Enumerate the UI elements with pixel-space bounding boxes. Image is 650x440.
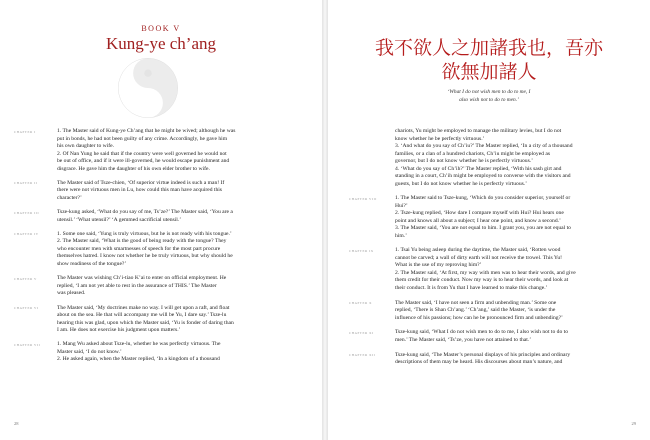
text-line: there were not virtuous men in Lu, how could this man have acquired this: [57, 187, 222, 194]
chapter-text: [395, 300, 625, 323]
text-line: 1. The Master said of Kung-ye Ch’ang that he might be wived; although he was: [57, 128, 236, 134]
chinese-line: 我不欲人之加諸我也，吾亦: [374, 37, 603, 59]
chapter-text: [57, 209, 287, 224]
text-line: standing in a court, Ch’ih might be employed to converse with the visitors and: [395, 173, 571, 179]
text-line: know whether he be perfectly virtuous.’: [395, 135, 485, 142]
text-line: 4. ‘What do you say of Ch’ih?’ The Master replied, ‘With his sash girt and: [395, 165, 562, 172]
epigraph: [328, 88, 650, 104]
chapter-text: [395, 329, 625, 344]
chapter-label: CHAPTER IX: [349, 248, 374, 253]
chapter-label: CHAPTER V: [14, 276, 37, 281]
chapter-text: [57, 231, 287, 269]
epigraph-line: also wish not to do to men.’: [459, 97, 519, 103]
chapter-label: CHAPTER VII: [14, 342, 41, 347]
chapter-label: CHAPTER VI: [14, 306, 39, 310]
text-line: 1. Tsai Yu being asleep during the daytime, the Master said, ‘Rotten wood: [395, 247, 561, 254]
yin-yang-icon: [117, 57, 179, 119]
chapter-label: CHAPTER VIII: [349, 196, 377, 201]
text-line: guests, but I do not know whether he is perfectly virtuous.’: [395, 180, 528, 187]
text-line: The Master said of Tsze-chien, ‘Of superior virtue indeed is such a man! If: [57, 179, 225, 186]
chapter-text: [57, 180, 287, 203]
text-line: his own daughter to wife.: [57, 143, 115, 149]
text-line: him.’: [395, 232, 407, 239]
chapter-text: [395, 247, 625, 292]
text-line: 1. Mang Wu asked about Tsze-lu, whether he was perfectly virtuous. The: [57, 341, 221, 348]
text-line: descriptions of them may be heard. His discourses about man’s nature, and: [395, 359, 563, 365]
text-line: Tsze-kung asked, ‘What do you say of me, Ts’ze?’ The Master said, ‘You are a: [57, 209, 233, 216]
chapter-text: [395, 128, 625, 188]
chapter-label: CHAPTER XI: [349, 330, 374, 335]
text-line: 2. Of Nan Yung he said that if the country were well governed he would not: [57, 150, 227, 157]
text-line: about on the sea. He that will accompany me will be Yu, I dare say.’ Tsze-lu: [57, 312, 227, 318]
text-line: 1. Some one said, ‘Yung is truly virtuous, but he is not ready with his tongue.’: [57, 230, 232, 237]
text-line: themselves hatred. I know not whether he be truly virtuous, but why should he: [57, 253, 233, 260]
text-line: was pleased.: [57, 290, 86, 297]
page-number: 28: [14, 421, 19, 426]
text-line: disgrace. He gave him the daughter of his own elder brother to wife.: [57, 165, 210, 172]
text-line: What is the use of my reproving him?’: [395, 262, 482, 269]
text-line: cannot be carved; a wall of dirty earth will not receive the trowel. This Yu!: [395, 254, 562, 261]
chapter-text: [57, 275, 287, 298]
text-line: 2. The Master said, ‘What is the good of being ready with the tongue? They: [57, 238, 227, 245]
chapter-label: CHAPTER IV: [14, 232, 39, 237]
text-line: chariots, Yu might be employed to manage the military levies, but I do not: [395, 128, 562, 134]
text-line: The Master was wishing Ch’i-tiao K’ai to enter on official employment. He: [57, 275, 227, 282]
text-line: families, or a clan of a hundred chariots, Ch’iu might be employed as: [395, 150, 551, 157]
text-line: Master said, ‘I do not know.’: [57, 348, 122, 355]
chapter-text: [57, 305, 287, 335]
text-line: be out of office, and if it were ill-governed, he would escape punishment and: [57, 158, 230, 164]
chinese-line: 欲無加諸人: [441, 61, 537, 83]
right-page: [328, 0, 650, 440]
text-line: The Master said, ‘I have not seen a firm and unbending man.’ Some one: [395, 299, 557, 306]
chapter-text: [395, 352, 625, 367]
epigraph-line: ‘What I do not wish men to do to me, I: [447, 89, 531, 95]
text-line: put in bonds, he had not been guilty of any crime. Accordingly, he gave him: [57, 135, 228, 142]
text-line: character?’: [57, 194, 82, 201]
chapter-label: CHAPTER XII: [349, 353, 376, 357]
text-line: utensil.’ ‘What utensil?’ ‘A gemmed sacrificial utensil.’: [57, 216, 182, 223]
text-line: 3. ‘And what do you say of Ch’iu?’ The Master replied, ‘In a city of a thousand: [395, 143, 573, 149]
text-line: hearing this was glad, upon which the Master said, ‘Yu is fonder of daring than: [57, 319, 234, 326]
text-line: show readiness of the tongue?’: [57, 260, 127, 267]
text-line: point and knows all about a subject; I hear one point, and know a second.’: [395, 217, 561, 224]
text-line: Tsze-kung said, ‘What I do not wish men to do to me, I also wish not to do to: [395, 329, 568, 336]
text-line: 2. Tsze-kung replied, ‘How dare I compare myself with Hui? Hui hears one: [395, 210, 564, 217]
text-line: Hui?’: [395, 202, 408, 209]
text-line: replied, ‘There is Shan Ch’ang.’ ‘Ch’ang,’ said the Master, ‘is under the: [395, 307, 556, 314]
chapter-title: Kung-ye ch’ang: [106, 34, 216, 53]
text-line: governor, but I do not know whether he is perfectly virtuous.’: [395, 158, 534, 164]
text-line: The Master said, ‘My doctrines make no way. I will get upon a raft, and float: [57, 304, 230, 311]
text-line: men.’ The Master said, ‘Ts’ze, you have not attained to that.’: [395, 336, 532, 343]
chapter-text: [57, 341, 287, 364]
page-number: 29: [631, 421, 636, 426]
text-line: influence of his passions; how can he be pronounced firm and unbending?’: [395, 314, 563, 321]
text-line: them credit for their conduct. Now my way is to hear their words, and look at: [395, 277, 569, 284]
text-line: replied, ‘I am not yet able to rest in the assurance of THIS.’ The Master: [57, 282, 217, 289]
text-line: Tsze-kung said, ‘The Master’s personal displays of his principles and ordinary: [395, 351, 571, 358]
left-page: [0, 0, 322, 440]
text-line: who encounter men with smartnesses of speech for the most part procure: [57, 245, 221, 252]
text-line: 2. He asked again, when the Master replied, ‘In a kingdom of a thousand: [57, 356, 220, 363]
chapter-text: [395, 195, 625, 240]
chapter-label: CHAPTER III: [14, 210, 40, 215]
chapter-text: [57, 128, 287, 173]
text-line: 2. The Master said, ‘At first, my way with men was to hear their words, and give: [395, 269, 576, 276]
text-line: 3. The Master said, ‘You are not equal to him. I grant you, you are not equal to: [395, 225, 571, 232]
chapter-label: CHAPTER I: [14, 129, 36, 134]
text-line: 1. The Master said to Tsze-kung, ‘Which do you consider superior, yourself or: [395, 195, 571, 202]
book-label: BOOK V: [141, 24, 181, 33]
text-line: I am. He does not exercise his judgment upon matters.’: [57, 327, 181, 333]
chapter-label: CHAPTER II: [14, 181, 38, 186]
text-line: their conduct. It is from Yu that I have learned to make this change.’: [395, 284, 548, 291]
chapter-label: CHAPTER X: [349, 301, 373, 306]
chinese-quote: [328, 36, 650, 84]
